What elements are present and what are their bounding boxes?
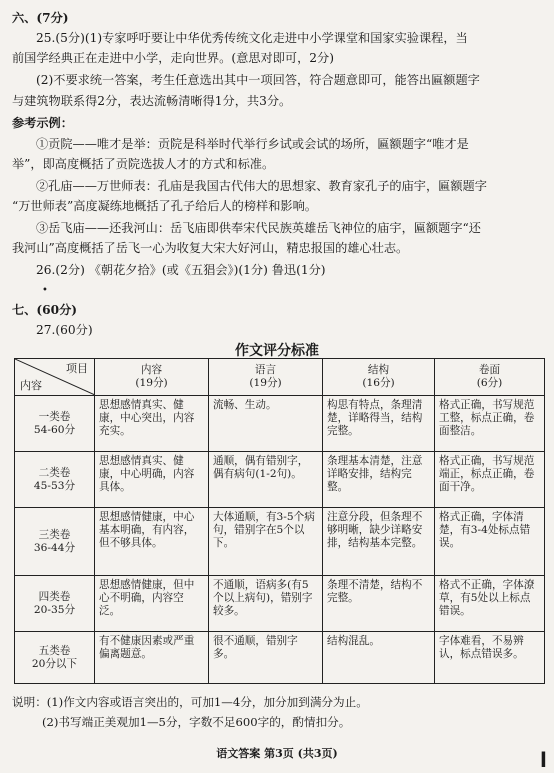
surface-cell: 格式正确，字体清楚，有3-4处标点错误。 [435,508,545,576]
corner-bottom-label: 内容 [20,379,42,392]
language-cell: 很不通顺，错别字多。 [209,632,323,684]
category-range: 20分以下 [31,657,78,670]
content-cell: 思想感情真实、健康，中心明确，内容具体。 [95,452,209,508]
note-line2: (2)书写端正美观加1—5分，字数不足600字的，酌情扣分。 [42,715,351,729]
rubric-row [15,396,545,452]
rubric-header-row [15,359,545,396]
reference-title: 参考示例： [12,116,73,130]
category-range: 36-44分 [33,541,76,554]
category-name: 五类卷 [38,644,71,657]
note-line1: 说明：(1)作文内容或语言突出的，可加1—4分，加分加到满分为止。 [12,695,368,709]
page-footer: 语文答案 第3页 (共3页) [216,747,338,760]
surface-cell: 格式正确，书写规范端正，标点正确，卷面干净。 [435,452,545,508]
q25-line1: 25.(5分)(1)专家呼吁要让中华优秀传统文化走进中小学课堂和国家实验课程，当 [36,31,468,45]
example1-line1: ①贡院——唯才是举：贡院是科举时代举行乡试或会试的场所，匾额题字“唯才是 [36,137,469,151]
category-range: 54-60分 [33,423,76,436]
rubric-row [15,576,545,632]
example2-line2: “万世师表”高度凝练地概括了孔子给后人的榜样和影响。 [12,199,317,213]
structure-cell: 结构混乱。 [323,632,435,684]
category-range: 20-35分 [33,603,76,616]
structure-cell: 构思有特点，条理清楚，详略得当，结构完整。 [323,396,435,452]
q27-heading: 27.(60分) [36,323,93,337]
corner-cell [15,359,95,396]
rubric-row [15,452,545,508]
q25-line2: 前国学经典正在走进中小学，走向世界。(意思对即可，2分) [12,51,334,65]
category-cell [15,576,95,632]
header-name: 结构 [367,364,390,376]
language-cell: 不通顺，语病多(有5个以上病句)，错别字较多。 [209,576,323,632]
header-points: (19分) [135,377,168,389]
category-name: 一类卷 [38,410,71,423]
category-name: 四类卷 [38,590,71,603]
category-cell [15,508,95,576]
header-language [209,359,323,396]
category-range: 45-53分 [33,479,76,492]
category-cell [15,632,95,684]
structure-cell: 注意分段，但条理不够明晰，缺少详略安排，结构基本完整。 [323,508,435,576]
header-name: 内容 [140,364,163,376]
content-cell: 有不健康因素或严重偏离题意。 [95,632,209,684]
structure-cell: 条理不清楚，结构不完整。 [323,576,435,632]
category-name: 三类卷 [38,528,71,541]
header-structure [323,359,435,396]
language-cell: 通顺，偶有错别字，偶有病句(1-2句)。 [209,452,323,508]
section7-heading: 七、(60分) [12,303,78,317]
header-points: (6分) [476,377,503,389]
rubric-row [15,508,545,576]
header-name: 卷面 [478,364,501,376]
language-cell: 流畅、生动。 [209,396,323,452]
header-name: 语言 [254,364,277,376]
stray-dot: • [42,285,48,296]
category-name: 二类卷 [38,466,71,479]
example1-line2: 举”，即高度概括了贡院选拔人才的方式和标准。 [12,157,275,171]
surface-cell: 格式不正确，字体潦草，有5处以上标点错误。 [435,576,545,632]
section6-heading: 六、(7分) [12,11,69,25]
q25-line3: (2)不要求统一答案，考生任意选出其中一项回答，符合题意即可，能答出匾额题字 [36,73,480,87]
structure-cell: 条理基本清楚，注意详略安排，结构完整。 [323,452,435,508]
q26-answer: 26.(2分) 《朝花夕拾》(或《五猖会》)(1分) 鲁迅(1分) [36,263,326,277]
corner-mark: l [540,748,547,772]
rubric-row [15,632,545,684]
header-points: (19分) [249,377,282,389]
header-content [95,359,209,396]
content-cell: 思想感情健康，中心基本明确，有内容，但不够具体。 [95,508,209,576]
surface-cell: 字体难看，不易辨认，标点错误多。 [435,632,545,684]
rubric-table [14,358,545,684]
category-cell [15,396,95,452]
category-cell [15,452,95,508]
content-cell: 思想感情真实、健康，中心突出，内容充实。 [95,396,209,452]
example3-line2: 我河山”高度概括了岳飞一心为收复大宋大好河山，精忠报国的雄心壮志。 [12,241,409,255]
surface-cell: 格式正确，书写规范工整，标点正确，卷面整洁。 [435,396,545,452]
example2-line1: ②孔庙——万世师表：孔庙是我国古代伟大的思想家、教育家孔子的庙宇，匾额题字 [36,179,487,193]
example3-line1: ③岳飞庙——还我河山：岳飞庙即供奉宋代民族英雄岳飞神位的庙宇，匾额题字“还 [36,221,481,235]
header-points: (16分) [362,377,395,389]
language-cell: 大体通顺，有3-5个病句，错别字在5个以下。 [209,508,323,576]
corner-top-label: 项目 [66,362,88,375]
content-cell: 思想感情健康，但中心不明确，内容空泛。 [95,576,209,632]
q25-line4: 与建筑物联系得2分，表达流畅清晰得1分，共3分。 [12,94,292,108]
header-surface [435,359,545,396]
rubric-title: 作文评分标准 [235,343,319,359]
